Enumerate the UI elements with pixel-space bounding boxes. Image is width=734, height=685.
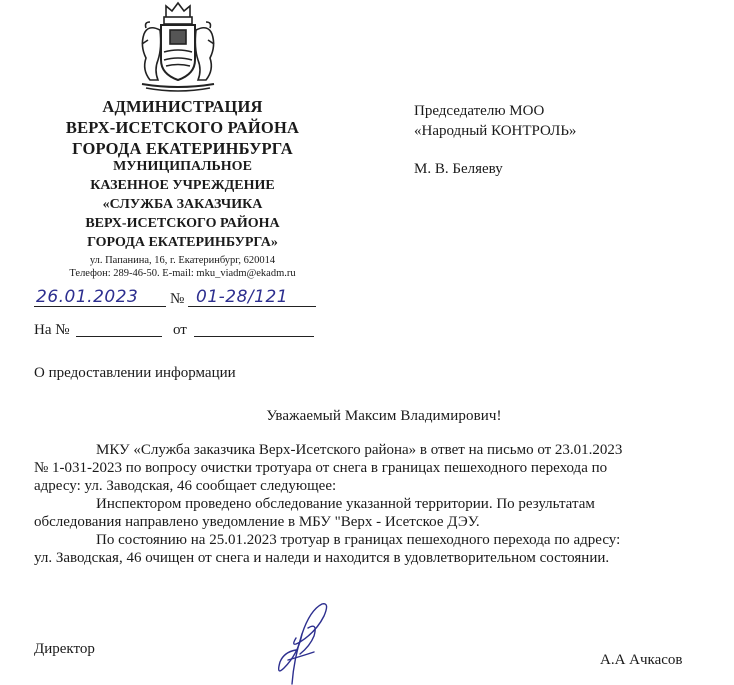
p3-line-1: По состоянию на 25.01.2023 тротуар в границах пешеходного перехода по адресу: — [96, 532, 621, 548]
inst-line-3: «СЛУЖБА ЗАКАЗЧИКА — [102, 197, 263, 212]
letter-body — [34, 441, 724, 567]
p1-line-1: МКУ «Служба заказчика Верх-Исетского района» в ответ на письмо от 23.01.2023 — [96, 442, 623, 458]
addressee-block — [414, 101, 576, 179]
subject-line: О предоставлении информации — [34, 365, 236, 381]
number-underline — [188, 306, 316, 307]
p1-line-3: адресу: ул. Заводская, 46 сообщает следующее: — [34, 478, 337, 494]
salutation: Уважаемый Максим Владимирович! — [266, 408, 502, 424]
coat-of-arms-emblem — [128, 0, 228, 96]
inst-line-4: ВЕРХ-ИСЕТСКОГО РАЙОНА — [85, 216, 280, 231]
p1-line-2: № 1-031-2023 по вопросу очистки тротуара от снега в границах пешеходного перехода по — [34, 460, 608, 476]
number-label: № — [170, 291, 185, 307]
inst-line-2: КАЗЕННОЕ УЧРЕЖДЕНИЕ — [90, 178, 275, 193]
inst-line-1: МУНИЦИПАЛЬНОЕ — [113, 159, 252, 174]
org-line-2: ВЕРХ-ИСЕТСКОГО РАЙОНА — [65, 118, 300, 137]
addressee-line-2: «Народный КОНТРОЛЬ» — [414, 123, 577, 139]
org-line-3: ГОРОДА ЕКАТЕРИНБУРГА — [72, 139, 293, 158]
letterhead-contacts — [50, 254, 315, 280]
reply-date-underline — [194, 336, 314, 337]
reply-number-underline — [76, 336, 162, 337]
addressee-name: М. В. Беляеву — [414, 161, 503, 177]
registration-date: 26.01.2023 — [36, 287, 139, 307]
p2-line-2: обследования направлено уведомление в МБУ "Верх - Исетское ДЭУ. — [34, 514, 480, 530]
inst-line-5: ГОРОДА ЕКАТЕРИНБУРГА» — [87, 235, 278, 250]
p2-line-1: Инспектором проведено обследование указанной территории. По результатам — [96, 496, 595, 512]
from-label: от — [173, 322, 187, 338]
letterhead-administration — [50, 96, 315, 159]
org-phone-email: Телефон: 289-46-50. E-mail: mku_viadm@ekadm.ru — [69, 268, 296, 279]
signatory-title: Директор — [34, 641, 95, 657]
reply-to-label: На № — [34, 322, 70, 338]
p3-line-2: ул. Заводская, 46 очищен от снега и наледи и находится в удовлетворительном состоянии. — [34, 550, 610, 566]
org-line-1: АДМИНИСТРАЦИЯ — [102, 97, 263, 116]
handwritten-signature — [262, 598, 342, 685]
date-underline — [34, 306, 166, 307]
org-address: ул. Папанина, 16, г. Екатеринбург, 620014 — [89, 255, 276, 266]
addressee-line-1: Председателю МОО — [414, 103, 545, 119]
letterhead-institution — [50, 157, 315, 252]
registration-number: 01-28/121 — [196, 287, 289, 307]
signatory-name: А.А Ачкасов — [600, 652, 683, 668]
